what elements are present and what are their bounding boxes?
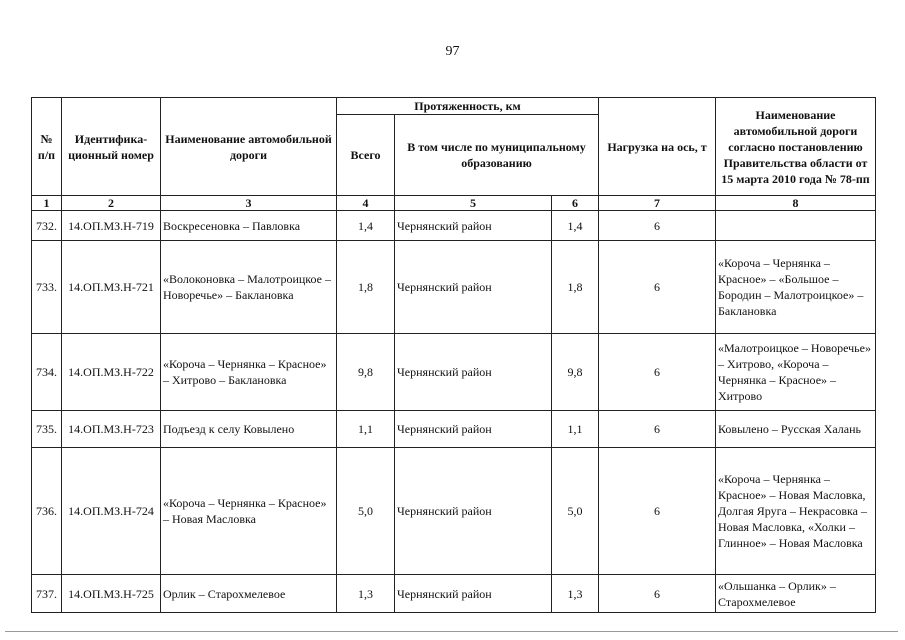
length-total: 1,8 xyxy=(337,241,395,334)
road-id: 14.ОП.МЗ.Н-725 xyxy=(62,575,161,613)
length-total: 1,1 xyxy=(337,411,395,448)
header-gov-name: Наименование автомобильной дороги согласно постановлению Правительства области от 15 марта 2010 года № 78-пп xyxy=(716,98,876,196)
table-row xyxy=(32,575,876,613)
gov-road-name: «Короча – Чернянка – Красное» – Новая Масловка, Долгая Яруга – Некрасовка – Новая Масловка, «Холки – Глинное» – Новая Масловка xyxy=(716,448,876,575)
column-number: 1 xyxy=(32,196,62,211)
length-total: 1,3 xyxy=(337,575,395,613)
road-name: «Волоконовка – Малотроицкое – Новоречье» – Баклановка xyxy=(161,241,337,334)
column-number: 5 xyxy=(395,196,552,211)
gov-road-name: «Ольшанка – Орлик» – Старохмелевое xyxy=(716,575,876,613)
page-number: 97 xyxy=(445,44,460,59)
table-row xyxy=(32,211,876,241)
district-name: Чернянский район xyxy=(395,448,552,575)
road-name: «Короча – Чернянка – Красное» – Хитрово – Баклановка xyxy=(161,334,337,411)
axle-load: 6 xyxy=(599,334,716,411)
district-name: Чернянский район xyxy=(395,211,552,241)
row-number: 737. xyxy=(32,575,62,613)
district-name: Чернянский район xyxy=(395,241,552,334)
district-length: 9,8 xyxy=(552,334,599,411)
column-number: 4 xyxy=(337,196,395,211)
header-total: Всего xyxy=(337,115,395,196)
axle-load: 6 xyxy=(599,448,716,575)
road-id: 14.ОП.МЗ.Н-719 xyxy=(62,211,161,241)
row-number: 735. xyxy=(32,411,62,448)
header-including: В том числе по муниципальному образованию xyxy=(395,115,599,196)
gov-road-name: Ковылено – Русская Халань xyxy=(716,411,876,448)
column-number: 2 xyxy=(62,196,161,211)
table-row xyxy=(32,241,876,334)
road-id: 14.ОП.МЗ.Н-723 xyxy=(62,411,161,448)
axle-load: 6 xyxy=(599,211,716,241)
header-name: Наименование автомобильной дороги xyxy=(161,98,337,196)
header-no: № п/п xyxy=(32,98,62,196)
road-id: 14.ОП.МЗ.Н-721 xyxy=(62,241,161,334)
district-name: Чернянский район xyxy=(395,575,552,613)
axle-load: 6 xyxy=(599,575,716,613)
table-row xyxy=(32,411,876,448)
header-id: Идентифика-ционный номер xyxy=(62,98,161,196)
table-row xyxy=(32,448,876,575)
column-number: 6 xyxy=(552,196,599,211)
axle-load: 6 xyxy=(599,411,716,448)
column-number: 7 xyxy=(599,196,716,211)
district-length: 5,0 xyxy=(552,448,599,575)
row-number: 736. xyxy=(32,448,62,575)
length-total: 1,4 xyxy=(337,211,395,241)
table-row xyxy=(32,334,876,411)
road-name: Орлик – Старохмелевое xyxy=(161,575,337,613)
district-length: 1,3 xyxy=(552,575,599,613)
length-total: 5,0 xyxy=(337,448,395,575)
axle-load: 6 xyxy=(599,241,716,334)
road-name: «Короча – Чернянка – Красное» – Новая Масловка xyxy=(161,448,337,575)
gov-road-name xyxy=(716,211,876,241)
header-length-group: Протяженность, км xyxy=(337,98,599,115)
road-name: Подъезд к селу Ковылено xyxy=(161,411,337,448)
district-name: Чернянский район xyxy=(395,334,552,411)
bottom-divider xyxy=(5,631,898,632)
column-number: 8 xyxy=(716,196,876,211)
column-number-row xyxy=(32,196,876,211)
gov-road-name: «Малотроицкое – Новоречье» – Хитрово, «Короча – Чернянка – Красное» – Хитрово xyxy=(716,334,876,411)
district-name: Чернянский район xyxy=(395,411,552,448)
district-length: 1,8 xyxy=(552,241,599,334)
road-id: 14.ОП.МЗ.Н-724 xyxy=(62,448,161,575)
row-number: 732. xyxy=(32,211,62,241)
row-number: 733. xyxy=(32,241,62,334)
gov-road-name: «Короча – Чернянка – Красное» – «Большое – Бородин – Малотроицкое» – Баклановка xyxy=(716,241,876,334)
road-id: 14.ОП.МЗ.Н-722 xyxy=(62,334,161,411)
header-load: Нагрузка на ось, т xyxy=(599,98,716,196)
district-length: 1,1 xyxy=(552,411,599,448)
road-name: Воскресеновка – Павловка xyxy=(161,211,337,241)
roads-table xyxy=(31,97,876,613)
district-length: 1,4 xyxy=(552,211,599,241)
length-total: 9,8 xyxy=(337,334,395,411)
column-number: 3 xyxy=(161,196,337,211)
row-number: 734. xyxy=(32,334,62,411)
